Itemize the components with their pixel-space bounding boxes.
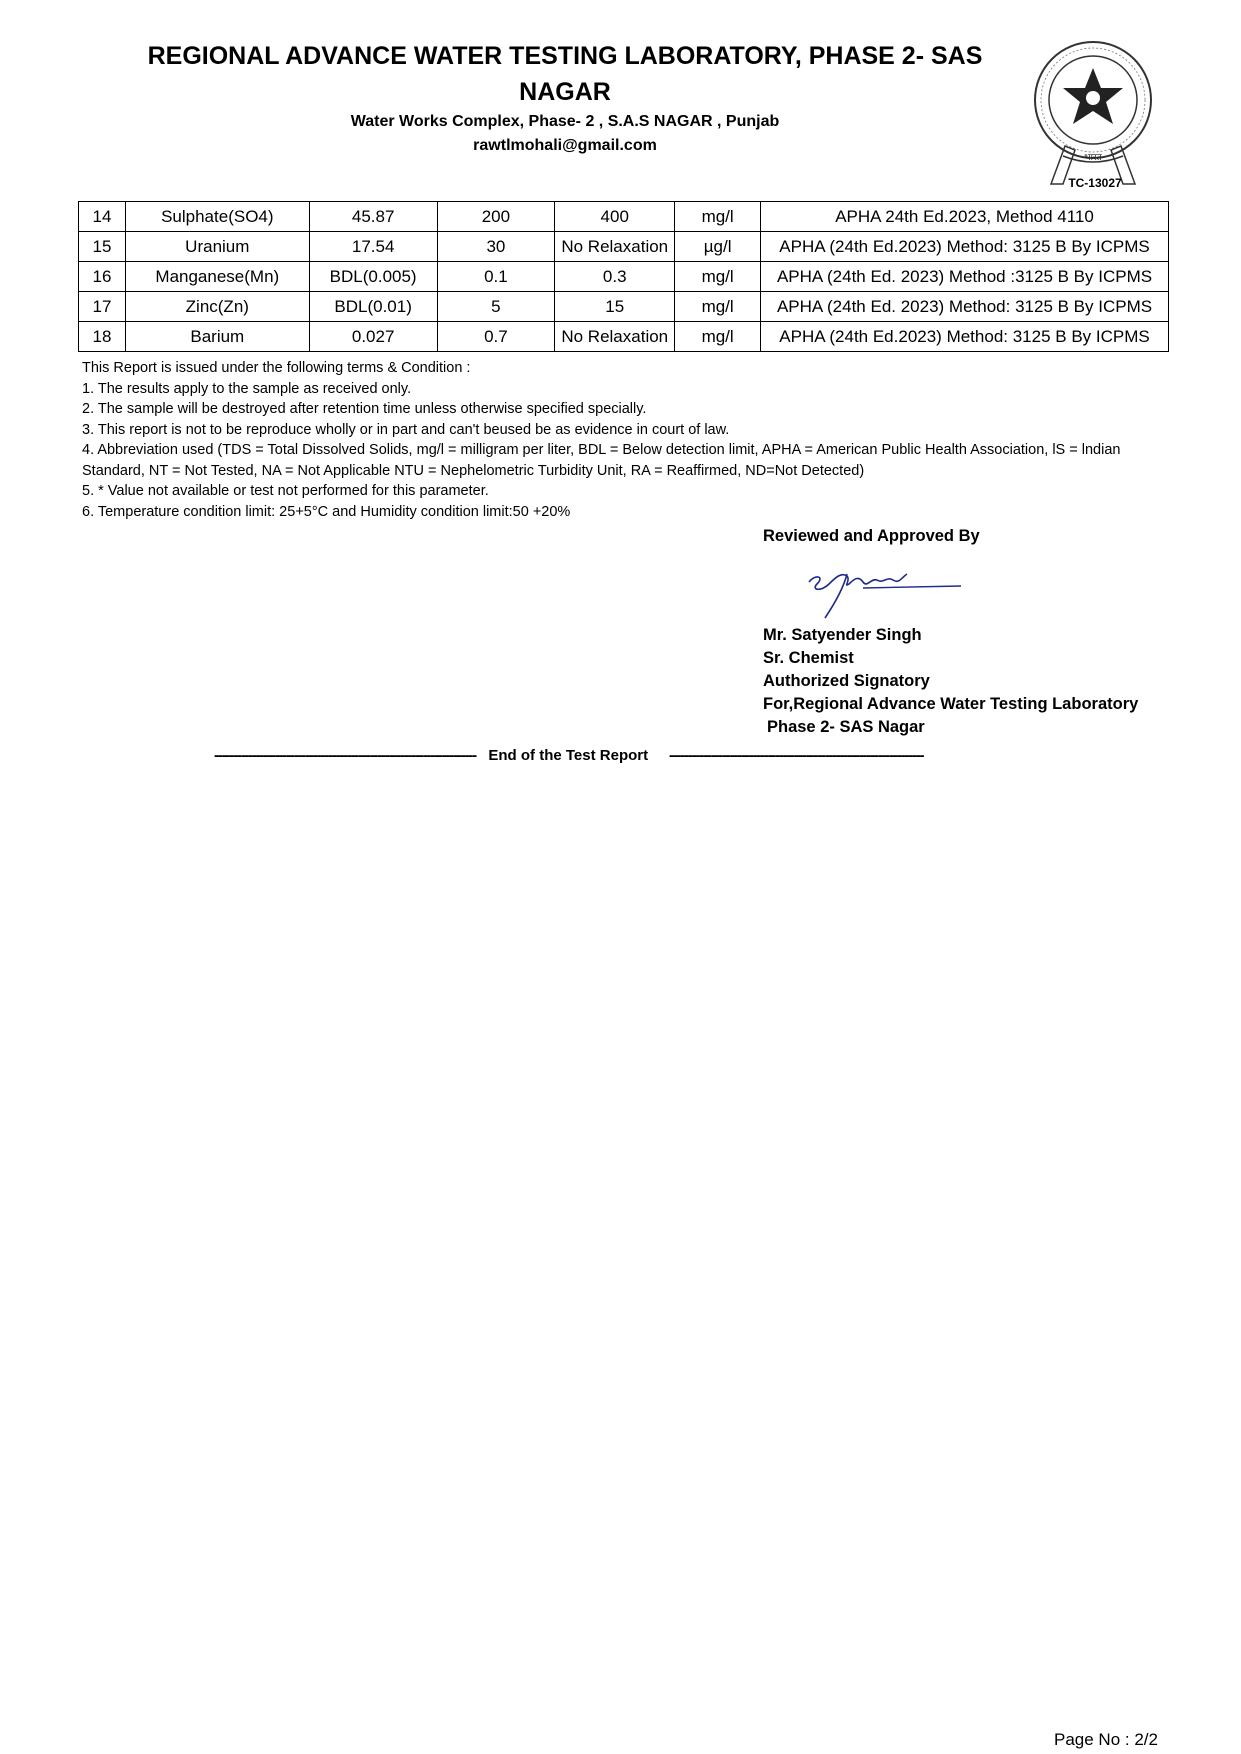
term-item: 4. Abbreviation used (TDS = Total Dissolved Solids, mg/l = milligram per liter, BDL = Below detection limit, APHA = American Public Health Association, lS = lndian Standard, NT = Not Tested, NA = Not Applicable NTU = Nephelometric Turbidity Unit, RA = Reaffirmed, ND=Not Detected)	[82, 442, 1121, 479]
cell-unit: µg/l	[675, 232, 761, 262]
table-row	[79, 292, 1169, 322]
cell-result: BDL(0.005)	[309, 262, 437, 292]
cell-acceptable-limit: 30	[437, 232, 555, 262]
lab-address: Water Works Complex, Phase- 2 , S.A.S NAGAR , Punjab	[350, 113, 780, 130]
term-item: 5. * Value not available or test not performed for this parameter.	[82, 483, 489, 499]
table-row	[79, 202, 1169, 232]
term-item: 6. Temperature condition limit: 25+5°C and Humidity condition limit:50 +20%	[82, 503, 571, 520]
cell-parameter: Uranium	[125, 232, 309, 262]
table-row	[79, 232, 1169, 262]
cell-method: APHA (24th Ed. 2023) Method: 3125 B By ICPMS	[761, 292, 1169, 322]
cell-permissible-limit: 15	[555, 292, 675, 322]
cell-unit: mg/l	[675, 262, 761, 292]
accreditation-code: TC-13027	[1068, 176, 1122, 190]
signatory-role: Authorized Signatory	[763, 672, 930, 690]
seal-text: भारत	[1084, 153, 1102, 163]
report-header	[140, 38, 990, 158]
cell-acceptable-limit: 200	[437, 202, 555, 232]
cell-result: BDL(0.01)	[309, 292, 437, 322]
cell-unit: mg/l	[675, 322, 761, 352]
cell-method: APHA (24th Ed. 2023) Method :3125 B By ICPMS	[761, 262, 1169, 292]
end-of-report: --------------------------------------------------------------------- End of the Test Report -------------------------------------------------------------------	[214, 747, 924, 764]
cell-sno: 15	[79, 232, 126, 262]
table-row	[79, 262, 1169, 292]
lab-email: rawtlmohali@gmail.com	[473, 137, 657, 154]
cell-permissible-limit: 400	[555, 202, 675, 232]
term-item: 1. The results apply to the sample as received only.	[82, 380, 412, 397]
approval-block	[763, 522, 1183, 739]
signatory-name: Mr. Satyender Singh	[763, 626, 922, 644]
signatory-org-line2: Phase 2- SAS Nagar	[767, 718, 925, 736]
cell-method: APHA 24th Ed.2023, Method 4110	[761, 202, 1169, 232]
lab-title: REGIONAL ADVANCE WATER TESTING LABORATORY, PHASE 2- SAS NAGAR	[147, 42, 983, 106]
cell-unit: mg/l	[675, 292, 761, 322]
cell-acceptable-limit: 5	[437, 292, 555, 322]
cell-unit: mg/l	[675, 202, 761, 232]
cell-result: 0.027	[309, 322, 437, 352]
signature-icon	[803, 554, 963, 624]
cell-permissible-limit: No Relaxation	[555, 232, 675, 262]
cell-sno: 18	[79, 322, 126, 352]
approval-heading: Reviewed and Approved By	[763, 527, 980, 545]
nabl-seal-icon	[1023, 38, 1163, 193]
cell-acceptable-limit: 0.1	[437, 262, 555, 292]
cell-parameter: Zinc(Zn)	[125, 292, 309, 322]
terms-and-conditions	[82, 358, 1172, 522]
cell-sno: 17	[79, 292, 126, 322]
terms-intro: This Report is issued under the following terms & Condition :	[82, 360, 471, 376]
cell-permissible-limit: No Relaxation	[555, 322, 675, 352]
signatory-org: For,Regional Advance Water Testing Laboratory	[763, 695, 1139, 713]
cell-parameter: Manganese(Mn)	[125, 262, 309, 292]
term-item: 3. This report is not to be reproduce wholly or in part and can't beused be as evidence in court of law.	[82, 421, 730, 438]
end-text: End of the Test Report	[488, 747, 649, 764]
cell-sno: 14	[79, 202, 126, 232]
cell-parameter: Barium	[125, 322, 309, 352]
cell-method: APHA (24th Ed.2023) Method: 3125 B By ICPMS	[761, 322, 1169, 352]
cell-parameter: Sulphate(SO4)	[125, 202, 309, 232]
cell-sno: 16	[79, 262, 126, 292]
cell-permissible-limit: 0.3	[555, 262, 675, 292]
page-number: Page No : 2/2	[1054, 1730, 1158, 1749]
table-row	[79, 322, 1169, 352]
cell-result: 45.87	[309, 202, 437, 232]
signatory-designation: Sr. Chemist	[763, 649, 854, 667]
term-item: 2. The sample will be destroyed after retention time unless otherwise specified specially.	[82, 401, 647, 417]
cell-acceptable-limit: 0.7	[437, 322, 555, 352]
cell-result: 17.54	[309, 232, 437, 262]
results-table	[78, 201, 1169, 352]
cell-method: APHA (24th Ed.2023) Method: 3125 B By ICPMS	[761, 232, 1169, 262]
